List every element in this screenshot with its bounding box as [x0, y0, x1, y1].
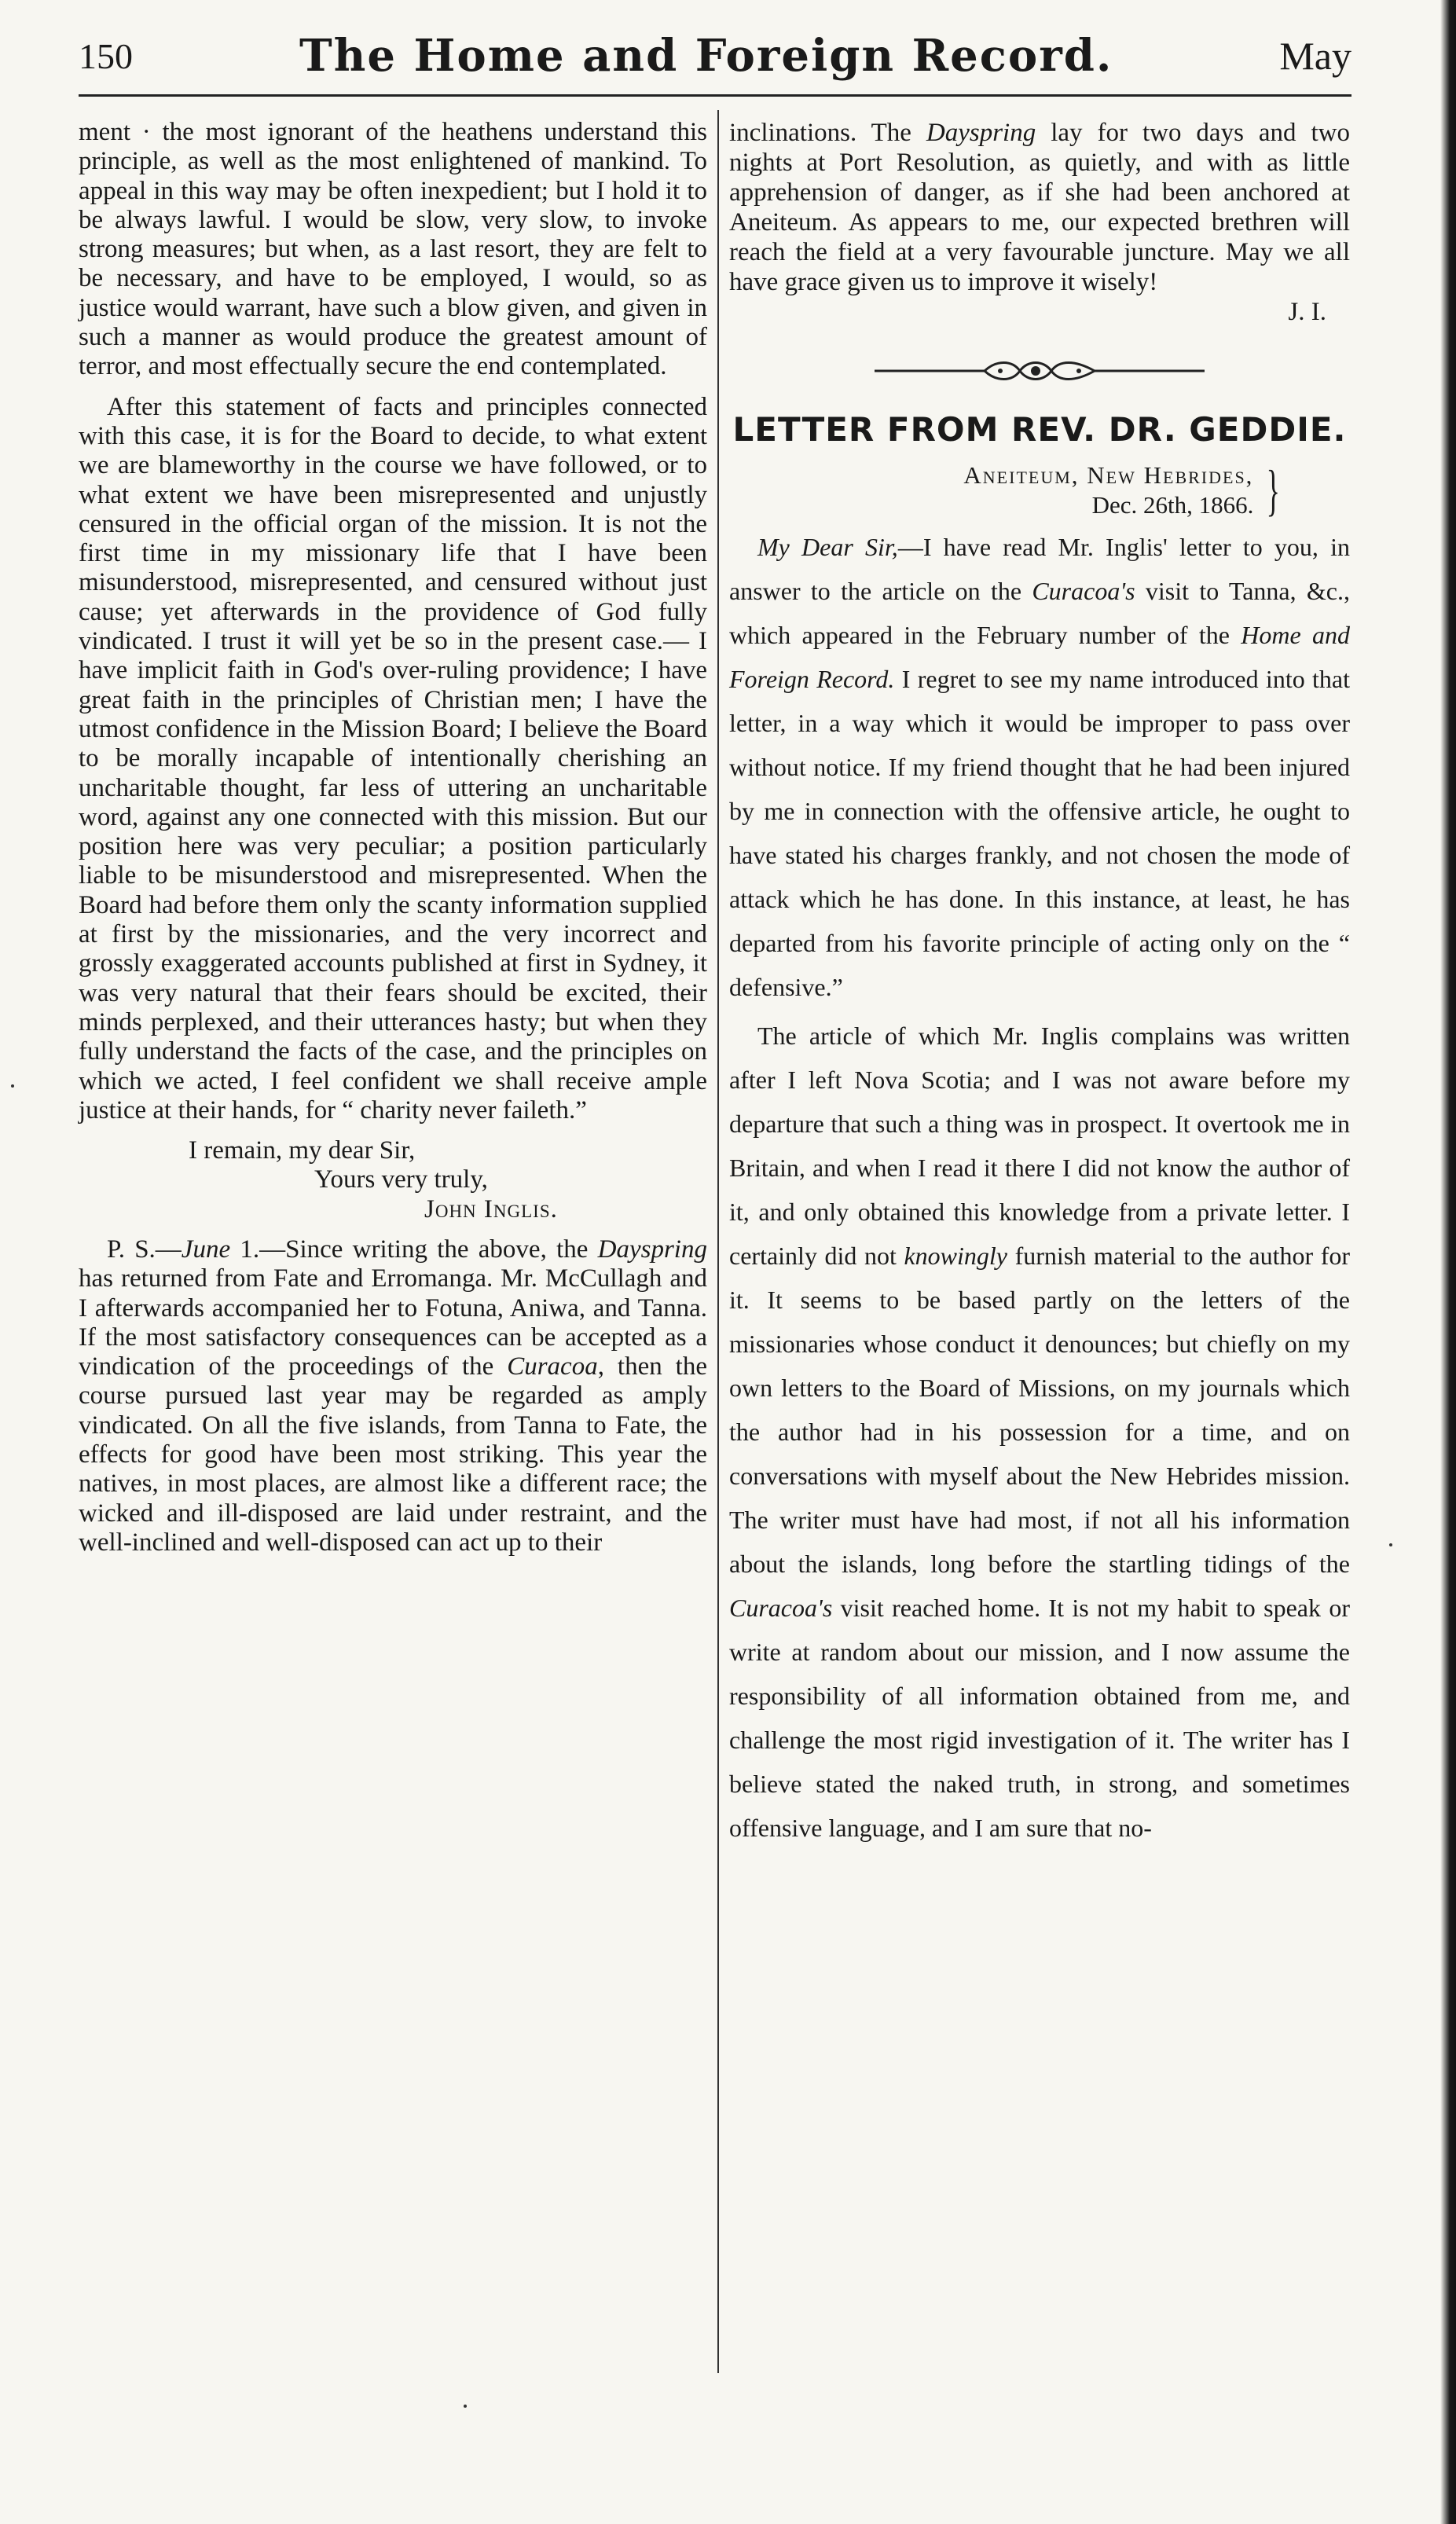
salutation: My Dear Sir, — [757, 533, 898, 561]
letter-body — [729, 525, 1350, 1850]
ps-text: , then the course pursued last year may be regarded as amply vindicated. On all the five islands, from Tanna to Fate, the effects for good have been most striking. This year the natives, in most places, are almost like a different race; the wicked and ill-disposed are laid under restraint, and the well-inclined and well-disposed can act up to their — [79, 1352, 707, 1557]
header-rule — [79, 94, 1351, 97]
emphasis: knowingly — [904, 1242, 1007, 1270]
brace-glyph: } — [1267, 459, 1281, 522]
text: visit to Tanna, &c., which appeared in the February number of the — [729, 577, 1350, 649]
postscript — [79, 1235, 707, 1557]
running-month: May — [1279, 34, 1351, 78]
ps-date: June — [181, 1234, 231, 1264]
print-speck — [1389, 1543, 1392, 1546]
text: lay for two days and two nights at Port Resolution, as quietly, and with as little apprehension of danger, as if she had been anchored at Aneiteum. As appears to me, our expected brethren will reach the field at a very favourable juncture. May we all have grace given us to improve it wisely! — [729, 119, 1351, 296]
paragraph: After this statement of facts and principles connected with this case, it is for the Board to decide, to what extent we are blameworthy in the course we have followed, or to what extent we have been misrepresented and unjustly censured in the official organ of the mission. It is not the first time in my missionary life that I have been misunderstood, misrepresented, and censured without just cause; yet afterwards in the providence of God fully vindicated. I trust it will yet be so in the present case.— I have implicit faith in God's over-ruling providence; I have great faith in the principles of Christian men; I have the utmost confidence in the Mission Board; I believe the Board to be morally incapable of intentionally cherishing an uncharitable thought, far less of uttering an uncharitable word, against any one connected with this mission. But our position here was very peculiar; a position particularly liable to be misunderstood and misrepresented. When the Board had before them only the scanty information supplied at first by the missionaries, and the very incorrect and grossly exaggerated accounts published at first in Sydney, it was very natural that their fears should be excited, their minds perplexed, and their utterances hasty; but when they fully understand the facts of the case, and the principles on which we acted, I feel confident we shall receive ample justice at their hands, for “ charity never faileth.” — [79, 392, 707, 1124]
text: —I have read Mr. Inglis' letter to you, in answer to the article on the — [729, 533, 1351, 605]
signature-name: John Inglis. — [424, 1194, 558, 1223]
text: visit reached home. It is not my habit to speak or write at random about our mission, and I now assume the responsibility of all information obtained from me, and challenge the most rigid investigation of it. The writer has I believe stated the naked truth, in strong, and sometimes offensive language, and I am sure that no- — [729, 1594, 1350, 1842]
paragraph-continued: ment · the most ignorant of the heathens understand this principle, as well as the most enlightened of mankind. To appeal in this way may be often inexpedient; but I hold it to be always lawful. I would be slow, very slow, to invoke strong measures; but when, as a last resort, they are felt to be necessary, and have to be employed, I would, so as justice would warrant, have such a blow given, and given in such a manner as would produce the greatest amount of terror, and most effectually secure the end contemplated. — [79, 118, 707, 381]
dateline-text — [963, 460, 1253, 520]
column-divider — [717, 110, 719, 2373]
print-speck — [464, 2405, 467, 2408]
text: The article of which Mr. Inglis complains was written after I left Nova Scotia; and I was not aware before my departure that such a thing was in prospect. It overtook me in Britain, and when I read it there I did not know the author of it, and only obtained this knowledge from a private letter. I certainly did not — [729, 1022, 1350, 1270]
letter-date: Dec. 26th, 1866. — [1091, 491, 1254, 519]
ps-text: has returned from Fate and Erromanga. Mr. McCullagh and I afterwards accompanied her to Fotuna, Aniwa, and Tanna. If the most satisfactory consequences can be accepted as a vindication of the proceedings of the — [79, 1264, 707, 1381]
letter-heading: LETTER FROM REV. DR. GEDDIE. — [732, 410, 1347, 449]
page-edge-shadow — [1440, 0, 1456, 2524]
paragraph — [729, 525, 1350, 1009]
print-speck — [11, 1084, 14, 1088]
paragraph — [729, 1014, 1350, 1850]
ship-name: Dayspring — [926, 119, 1036, 147]
continuation-block — [729, 118, 1350, 327]
ps-text: 1.—Since writing the above, the — [230, 1234, 598, 1264]
sign-off: I remain, my dear Sir, — [189, 1136, 416, 1165]
publication-name: Home and Foreign Record. — [729, 621, 1351, 693]
ship-name: Curacoa's — [1032, 577, 1135, 605]
text: inclinations. The — [729, 119, 926, 147]
ship-name: Curacoa's — [729, 1594, 833, 1622]
letter-dateline — [729, 460, 1287, 520]
initials: J. I. — [1288, 298, 1326, 326]
text: furnish material to the author for it. It seems to be based partly on the letters of the missionaries whose conduct it denounces; but chiefly on my own letters to the Board of Missions, on my journals which the author had in his possession for a time, and on conversations with myself about the New Hebrides mission. The writer must have had most, if not all his information about the islands, long before the startling tidings of the — [729, 1242, 1351, 1578]
letter-place: Aneiteum, New Hebrides, — [963, 461, 1254, 489]
running-title: The Home and Foreign Record. — [299, 30, 1113, 82]
ship-name: Curacoa — [507, 1352, 598, 1381]
text: I regret to see my name introduced into that letter, in a way which it would be improper to pass over without notice. If my friend thought that he had been injured by me in connection with the offensive article, he ought to have stated his charges frankly, and not chosen the mode of attack which he has done. In this instance, at least, he has departed from his favorite principle of acting only on the “ defensive.” — [729, 665, 1351, 1001]
ornament-divider — [867, 355, 1212, 387]
ship-name: Dayspring — [597, 1234, 707, 1264]
sign-yours: Yours very truly, — [314, 1165, 488, 1194]
page-header — [79, 28, 1351, 83]
paragraph-continued — [729, 118, 1350, 297]
page-number: 150 — [79, 35, 133, 76]
right-column — [729, 118, 1350, 1850]
left-column — [79, 118, 707, 1557]
ps-lead: P. S.— — [107, 1234, 182, 1264]
